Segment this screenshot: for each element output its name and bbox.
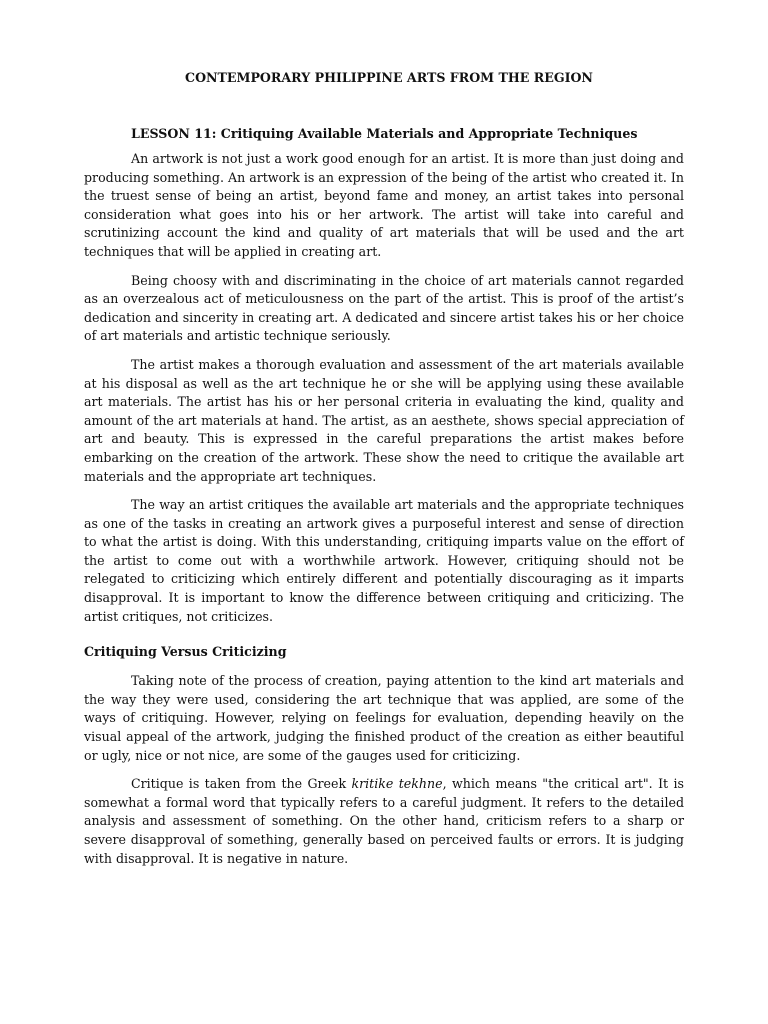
paragraph-critique-definition <box>84 775 684 868</box>
critique-text-before: Critique is taken from the Greek <box>131 776 352 792</box>
paragraph-choosy-materials: Being choosy with and discriminating in the choice of art materials cannot regarded as an overzealous act of meticulousness on the part of the artist. This is proof of the artist’s dedication and sincerity in creating art. A dedicated and sincere artist takes his or her choice of art materials and artistic technique seriously. <box>84 272 684 344</box>
section-heading: Critiquing Versus Criticizing <box>84 644 287 660</box>
document-title: CONTEMPORARY PHILIPPINE ARTS FROM THE REGION <box>185 70 593 85</box>
lesson-title: LESSON 11: Critiquing Available Materials and Appropriate Techniques <box>131 126 638 141</box>
document-page <box>84 68 684 878</box>
paragraph-artwork-expression: An artwork is not just a work good enough for an artist. It is more than just doing and producing something. An artwork is an expression of the being of the artist who created it. In the truest sense of being an artist, beyond fame and money, an artist takes into personal consideration what goes into his or her artwork. The artist will take into careful and scrutinizing account the kind and quality of art materials that will be used and the art techniques that will be applied in creating art. <box>84 151 684 259</box>
paragraph-thorough-evaluation: The artist makes a thorough evaluation and assessment of the art materials available at his disposal as well as the art technique he or she will be applying using these available art materials. The artist has his or her personal criteria in evaluating the kind, quality and amount of the art materials at hand. The artist, as an aesthete, shows special appreciation of art and beauty. This is expressed in the careful preparations the artist makes before embarking on the creation of the artwork. These show the need to critique the available art materials and the appropriate art techniques. <box>84 356 684 484</box>
paragraph-process-of-creation: Taking note of the process of creation, paying attention to the kind art materials and the way they were used, considering the art technique that was applied, are some of the ways of critiquing. However, relying on feelings for evaluation, depending heavily on the visual appeal of the artwork, judging the finished product of the creation as either beautiful or ugly, nice or not nice, are some of the gauges used for criticizing. <box>84 673 684 763</box>
paragraph-way-artist-critiques: The way an artist critiques the available art materials and the appropriate techniques as one of the tasks in creating an artwork gives a purposeful interest and sense of direction to what the artist is doing. With this understanding, critiquing imparts value on the effort of the artist to come out with a worthwhile artwork. However, critiquing should not be relegated to criticizing which entirely different and potentially discouraging as it imparts disapproval. It is important to know the difference between critiquing and criticizing. The artist critiques, not criticizes. <box>84 497 684 624</box>
greek-term: kritike tekhne <box>351 776 443 792</box>
critique-text-after: , which means "the critical art". It is somewhat a formal word that typically refers to a careful judgment. It refers to the detailed analysis and assessment of something. On the other hand, criticism refers to a sharp or severe disapproval of something, generally based on perceived faults or errors. It is judging with disapproval. It is negative in nature. <box>84 776 684 866</box>
